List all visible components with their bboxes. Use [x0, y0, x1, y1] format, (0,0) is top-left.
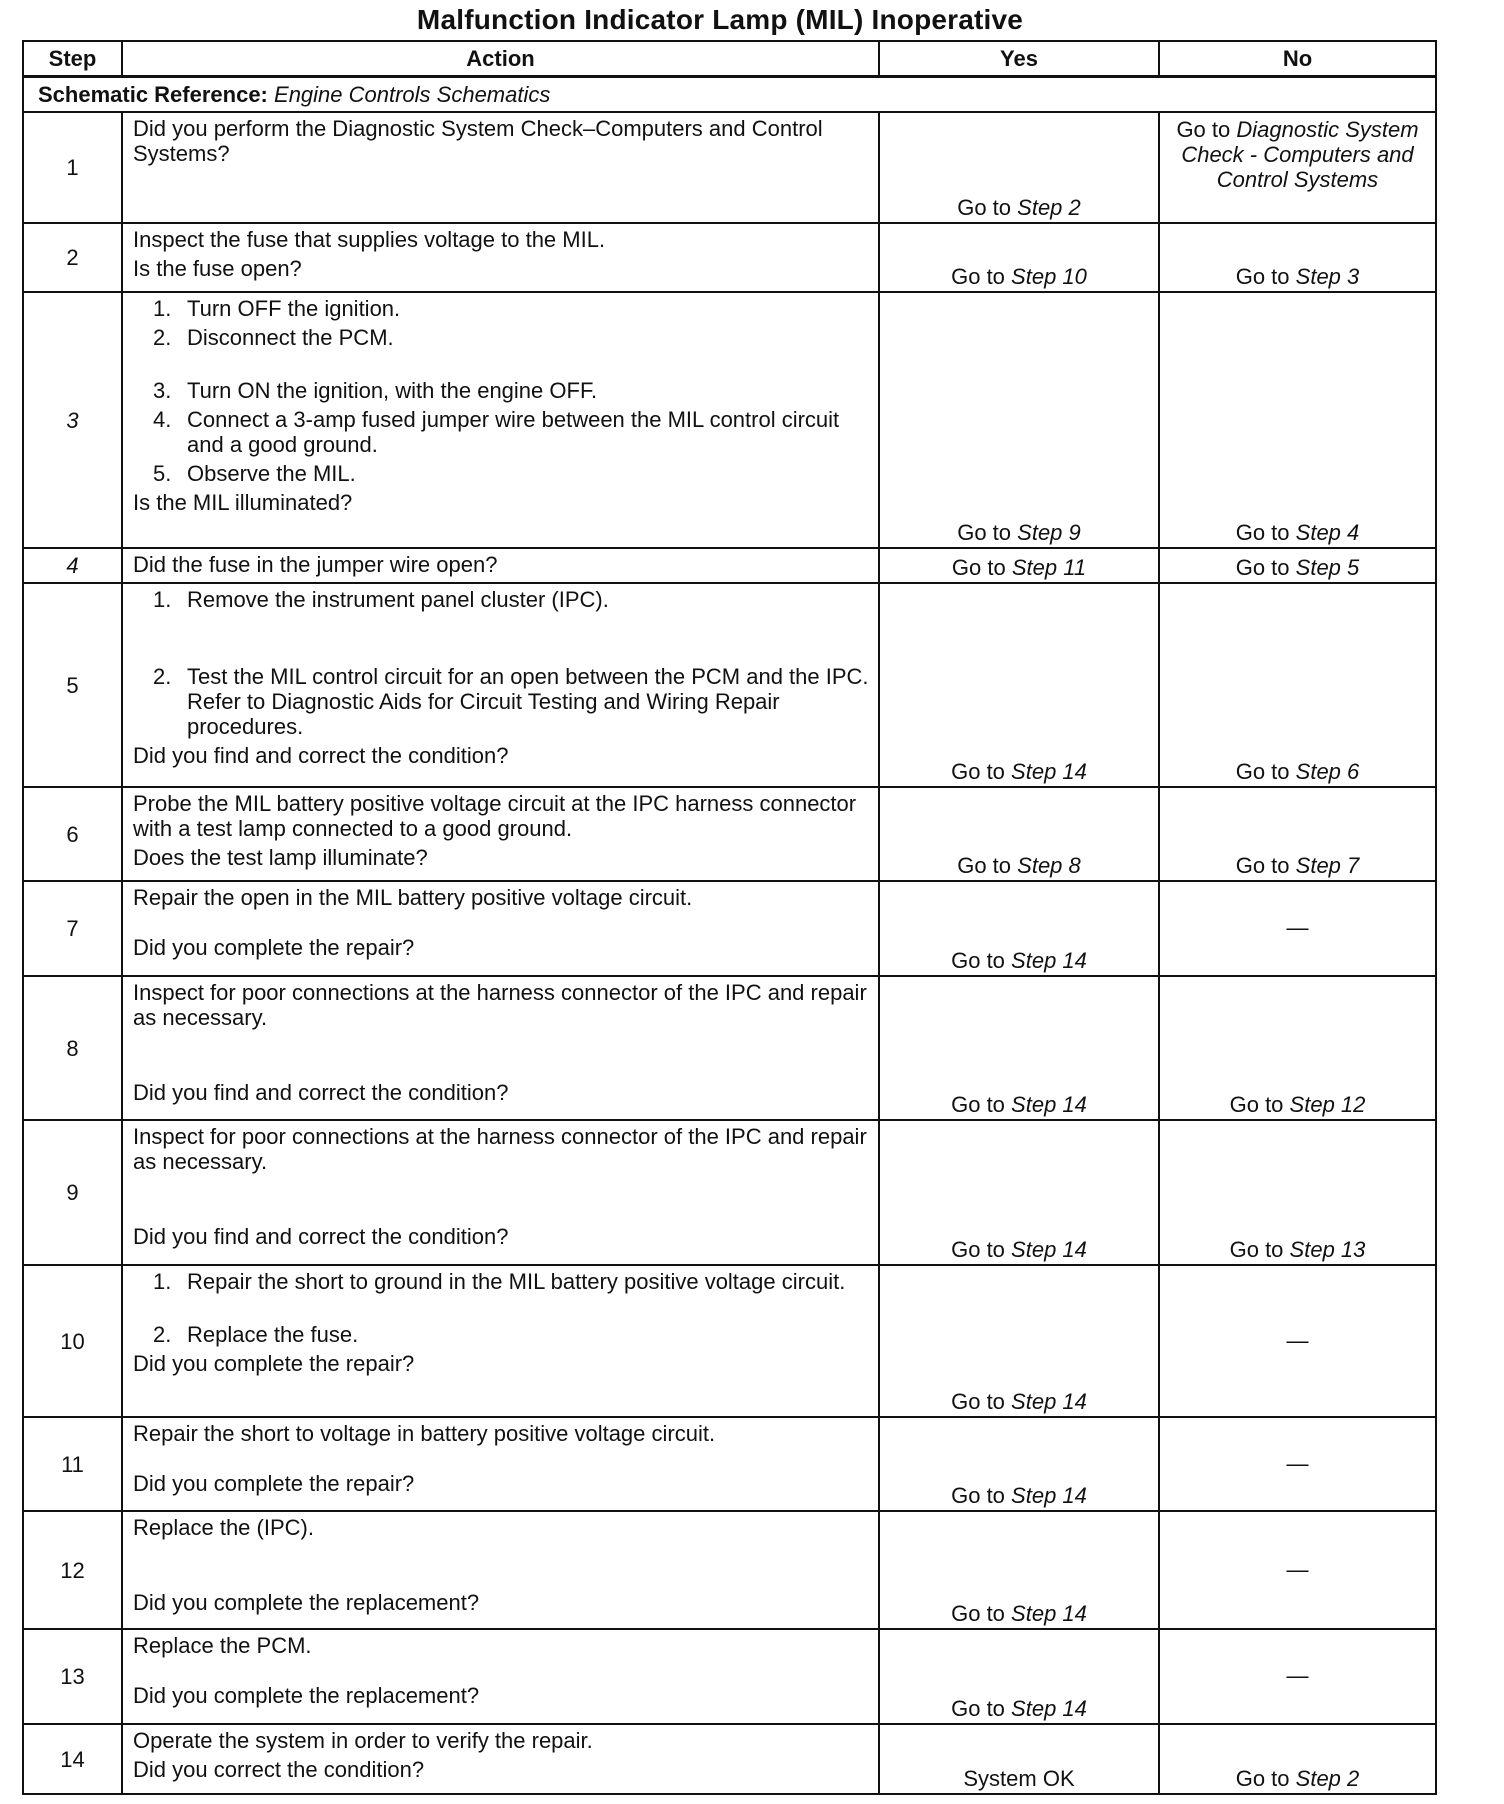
no-dash: —	[1286, 915, 1309, 940]
step-number: 4	[23, 548, 122, 583]
list-item: 3. Turn ON the ignition, with the engine OFF.	[153, 378, 598, 403]
header-action: Action	[122, 41, 879, 77]
action-text: Probe the MIL battery positive voltage circuit at the IPC harness connector with a test lamp connected to a good ground.	[133, 791, 857, 841]
action-cell	[122, 112, 879, 223]
no-step-link[interactable]: Step 12	[1289, 1092, 1366, 1117]
action-cell	[122, 548, 879, 583]
action-text: Operate the system in order to verify the repair.	[133, 1728, 593, 1753]
header-no: No	[1159, 41, 1436, 77]
header-step: Step	[23, 41, 122, 77]
goto-prefix: Go to	[1229, 1237, 1284, 1262]
yes-step-link[interactable]: Step 9	[1017, 520, 1081, 545]
schematic-row	[23, 77, 1436, 113]
table-row	[23, 1265, 1436, 1417]
action-text: Repair the short to voltage in battery positive voltage circuit.	[133, 1421, 716, 1446]
no-cell	[1159, 1511, 1436, 1629]
yes-step-link[interactable]: Step 14	[1011, 948, 1087, 973]
yes-cell	[879, 223, 1159, 292]
no-step-link[interactable]: Step 3	[1295, 264, 1360, 289]
no-cell	[1159, 881, 1436, 976]
step-number: 12	[23, 1511, 122, 1629]
no-diagnostic-link[interactable]: Diagnostic System Check - Computers and Control Systems	[1181, 117, 1419, 192]
action-question: Does the test lamp illuminate?	[133, 845, 428, 870]
yes-cell	[879, 1265, 1159, 1417]
table-row	[23, 881, 1436, 976]
no-dash: —	[1286, 1450, 1309, 1476]
no-cell	[1159, 112, 1436, 223]
goto-prefix: Go to	[951, 555, 1006, 580]
no-cell	[1159, 1265, 1436, 1417]
step-number: 13	[23, 1629, 122, 1724]
goto-prefix: Go to	[1235, 853, 1290, 878]
action-question: Did you find and correct the condition?	[133, 1224, 509, 1249]
action-question: Did you complete the repair?	[133, 1351, 415, 1376]
yes-cell	[879, 583, 1159, 787]
no-step-link[interactable]: Step 2	[1295, 1766, 1360, 1791]
goto-prefix: Go to	[1235, 1766, 1290, 1791]
step-number: 3	[23, 292, 122, 548]
goto-prefix: Go to	[951, 1092, 1005, 1117]
step-number: 6	[23, 787, 122, 881]
schematic-label: Schematic Reference:	[38, 82, 268, 107]
action-question: Is the fuse open?	[133, 256, 302, 281]
goto-prefix: Go to	[951, 1389, 1005, 1414]
table-row	[23, 112, 1436, 223]
system-ok-text: System OK	[963, 1766, 1075, 1791]
goto-prefix: Go to	[1235, 520, 1290, 545]
step-number: 8	[23, 976, 122, 1120]
no-cell	[1159, 1417, 1436, 1511]
yes-cell	[879, 1629, 1159, 1724]
goto-prefix: Go to	[1235, 555, 1290, 580]
goto-prefix: Go to	[951, 1696, 1005, 1721]
no-cell	[1159, 583, 1436, 787]
no-step-link[interactable]: Step 5	[1295, 555, 1360, 580]
yes-step-link[interactable]: Step 10	[1011, 264, 1087, 289]
goto-prefix: Go to	[957, 853, 1012, 878]
step-number: 9	[23, 1120, 122, 1265]
no-step-link[interactable]: Step 7	[1295, 853, 1360, 878]
action-question: Did the fuse in the jumper wire open?	[133, 552, 498, 577]
yes-cell	[879, 292, 1159, 548]
yes-step-link[interactable]: Step 14	[1011, 1092, 1087, 1117]
no-cell	[1159, 787, 1436, 881]
goto-prefix: Go to	[951, 1601, 1005, 1626]
no-dash: —	[1286, 1556, 1309, 1582]
action-question: Did you complete the replacement?	[133, 1683, 480, 1708]
yes-cell	[879, 1511, 1159, 1629]
action-cell	[122, 583, 879, 787]
yes-step-link[interactable]: Step 11	[1011, 555, 1087, 580]
table-row	[23, 1417, 1436, 1511]
yes-step-link[interactable]: Step 14	[1011, 1389, 1087, 1414]
action-question: Did you find and correct the condition?	[133, 1080, 509, 1105]
step-number: 5	[23, 583, 122, 787]
action-text: Did you perform the Diagnostic System Check–Computers and Control Systems?	[133, 116, 823, 166]
table-row	[23, 787, 1436, 881]
action-text: Inspect for poor connections at the harness connector of the IPC and repair as necessary.	[133, 1124, 867, 1174]
header-yes: Yes	[879, 41, 1159, 77]
list-item: 2. Test the MIL control circuit for an open between the PCM and the IPC. Refer to Diagnostic Aids for Circuit Testing and Wiring Repair procedures.	[153, 664, 869, 739]
schematic-reference	[23, 77, 1436, 113]
no-cell	[1159, 976, 1436, 1120]
table-row	[23, 583, 1436, 787]
yes-step-link[interactable]: Step 14	[1011, 759, 1087, 784]
list-item: 1. Remove the instrument panel cluster (IPC).	[153, 587, 609, 612]
no-cell	[1159, 292, 1436, 548]
table-row	[23, 1120, 1436, 1265]
action-question: Did you complete the repair?	[133, 935, 415, 960]
action-question: Did you find and correct the condition?	[133, 743, 509, 768]
yes-cell	[879, 1724, 1159, 1794]
action-question: Did you complete the replacement?	[133, 1590, 480, 1615]
step-number: 2	[23, 223, 122, 292]
action-text: Inspect the fuse that supplies voltage to the MIL.	[133, 227, 606, 252]
action-text: Repair the open in the MIL battery positive voltage circuit.	[133, 885, 693, 910]
table-row	[23, 976, 1436, 1120]
action-question: Did you complete the repair?	[133, 1471, 415, 1496]
action-cell	[122, 1724, 879, 1794]
list-item: 1. Turn OFF the ignition.	[153, 296, 401, 321]
action-cell	[122, 1511, 879, 1629]
no-cell	[1159, 223, 1436, 292]
yes-cell	[879, 112, 1159, 223]
table-row	[23, 1724, 1436, 1794]
yes-step-link[interactable]: Step 14	[1011, 1696, 1087, 1721]
table-row	[23, 548, 1436, 583]
no-cell	[1159, 548, 1436, 583]
goto-prefix: Go to	[951, 759, 1005, 784]
goto-prefix: Go to	[957, 195, 1012, 220]
table-row	[23, 223, 1436, 292]
action-cell	[122, 1265, 879, 1417]
goto-prefix: Go to	[1229, 1092, 1284, 1117]
action-cell	[122, 1417, 879, 1511]
action-text: Inspect for poor connections at the harness connector of the IPC and repair as necessary.	[133, 980, 867, 1030]
table-row	[23, 1629, 1436, 1724]
no-cell	[1159, 1629, 1436, 1724]
action-cell	[122, 1120, 879, 1265]
yes-cell	[879, 787, 1159, 881]
goto-prefix: Go to	[1235, 264, 1290, 289]
no-step-link[interactable]: Step 4	[1295, 520, 1360, 545]
step-number: 7	[23, 881, 122, 976]
step-number: 10	[23, 1265, 122, 1417]
yes-step-link[interactable]: Step 14	[1011, 1237, 1087, 1262]
list-item: 5. Observe the MIL.	[153, 461, 356, 486]
step-number: 14	[23, 1724, 122, 1794]
goto-prefix: Go to	[951, 948, 1005, 973]
action-cell	[122, 881, 879, 976]
action-cell	[122, 787, 879, 881]
goto-prefix: Go to	[951, 264, 1005, 289]
goto-prefix: Go to	[951, 1237, 1005, 1262]
action-text: Replace the (IPC).	[133, 1515, 314, 1540]
action-cell	[122, 223, 879, 292]
list-item: 2. Replace the fuse.	[153, 1322, 359, 1347]
yes-step-link[interactable]: Step 8	[1017, 853, 1081, 878]
yes-cell	[879, 1417, 1159, 1511]
step-number: 11	[23, 1417, 122, 1511]
no-step-link[interactable]: Step 13	[1289, 1237, 1366, 1262]
table-row	[23, 1511, 1436, 1629]
step-number: 1	[23, 112, 122, 223]
no-cell	[1159, 1120, 1436, 1265]
goto-prefix: Go to	[1235, 759, 1290, 784]
yes-cell	[879, 881, 1159, 976]
no-step-link[interactable]: Step 6	[1295, 759, 1360, 784]
list-item: 4. Connect a 3-amp fused jumper wire between the MIL control circuit and a good ground.	[153, 407, 840, 457]
list-item: 2. Disconnect the PCM.	[153, 325, 394, 350]
yes-step-link[interactable]: Step 14	[1011, 1601, 1087, 1626]
no-dash: —	[1286, 1327, 1309, 1353]
list-item: 1. Repair the short to ground in the MIL battery positive voltage circuit.	[153, 1269, 846, 1294]
no-goto-prefix: Go to	[1176, 117, 1237, 142]
action-cell	[122, 1629, 879, 1724]
goto-prefix: Go to	[957, 520, 1012, 545]
action-cell	[122, 292, 879, 548]
table-row	[23, 292, 1436, 548]
header-row	[23, 41, 1436, 77]
no-dash: —	[1286, 1663, 1309, 1688]
yes-cell	[879, 548, 1159, 583]
yes-step-link[interactable]: Step 14	[1011, 1483, 1087, 1508]
action-cell	[122, 976, 879, 1120]
page-title: Malfunction Indicator Lamp (MIL) Inoperative	[416, 4, 1024, 35]
goto-prefix: Go to	[951, 1483, 1005, 1508]
action-question: Is the MIL illuminated?	[133, 490, 353, 515]
yes-cell	[879, 976, 1159, 1120]
action-question: Did you correct the condition?	[133, 1757, 425, 1782]
action-text: Replace the PCM.	[133, 1633, 312, 1658]
yes-cell	[879, 1120, 1159, 1265]
yes-step-link[interactable]: Step 2	[1017, 195, 1081, 220]
diagnostic-table	[22, 40, 1437, 1795]
schematic-value: Engine Controls Schematics	[274, 82, 551, 107]
no-cell	[1159, 1724, 1436, 1794]
